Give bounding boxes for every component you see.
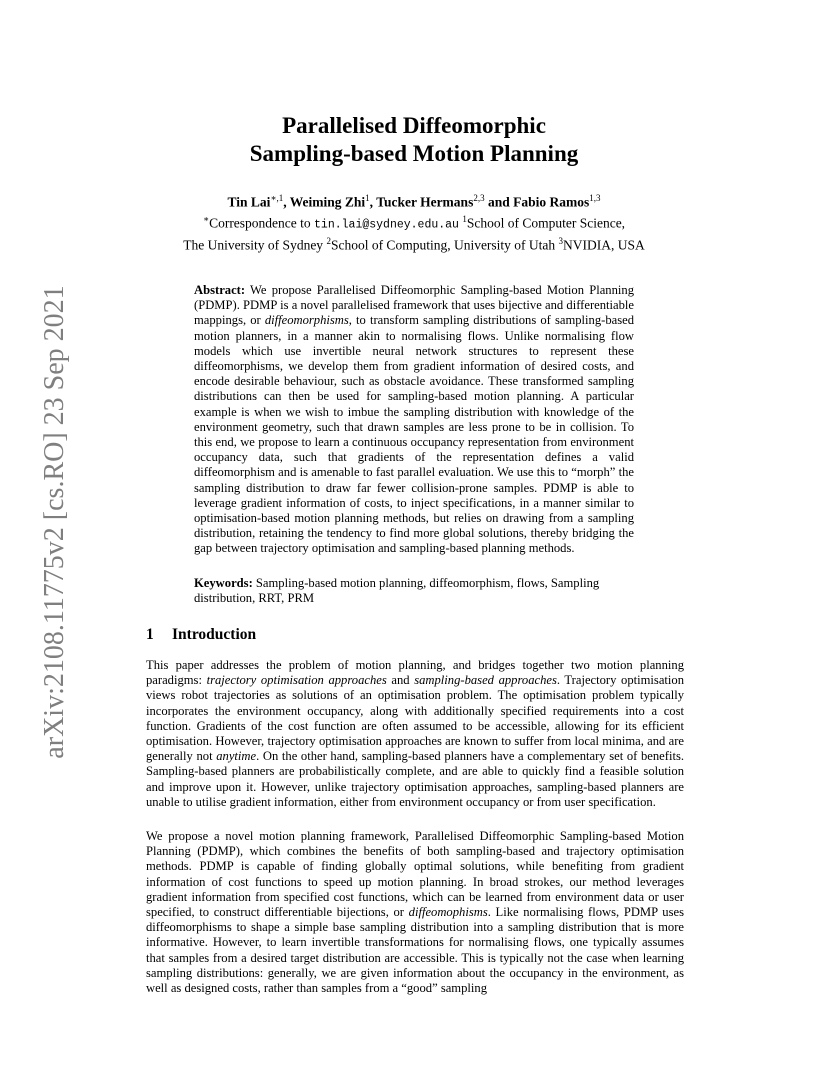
author-2: Weiming Zhi [289,194,366,210]
p2-emph-1: diffeomophisms [408,905,488,920]
corr-email: tin.lai@sydney.edu.au [314,218,459,231]
p1-text-1: This paper addresses the problem of motion planning, and bridges together two motion planning paradigms: [146,658,684,688]
abstract-text-2: , to transform sampling distributions of sampling-based motion planners, in a manner akin to normalising flows. Unlike normalising flow models which use invertible neural network structures to represent these diffeomorphisms, we develop them from gradient information of desired costs, and encode desirable behaviour, such as obstacle avoidance. These transformed sampling distributions can then be used for sampling-based motion planning. A particular example is when we wish to imbue the sampling distribution with knowledge of the environment geometry, such that drawn samples are less prone to be in collision. To this end, we propose to learn a continuous occupancy representation from environment occupancy data, such that gradients of the representation defines a valid diffeomorphism and is amenable to fast parallel evaluation. We use this to “morph” the sampling distribution to draw far fewer collision-prone samples. PDMP is able to leverage gradient information of costs, to inject specifications, in a manner similar to optimisation-based motion planning methods, but relies on drawing from a sampling distribution, retaining the tendency to find more global solutions, thereby bridging the gap between trajectory optimisation and sampling-based planning methods. [194,313,634,556]
author-names: Tin Lai$^{∗,1}$, Weiming Zhi$^1$, Tucker Hermans$^{2,3}$ and Fabio Ramos$^{1,3}$ [227,193,601,210]
keywords [194,576,634,606]
aff2-text: School of Computing, University of Utah [330,237,556,253]
corr-mark: ∗ [202,213,210,224]
abstract-label: Abstract: [194,283,246,297]
p1-emph-2: sampling-based approaches [414,673,557,688]
corr-text: Correspondence to [209,215,311,230]
p1-text-2: and [391,673,410,688]
p1-emph-1: trajectory optimisation approaches [206,673,387,688]
aff3-mark: 3 [558,236,564,246]
author-block [0,190,828,254]
section-number: 1 [146,626,154,643]
aff1-mark: 1 [462,213,467,224]
paper-title [0,112,828,168]
p2-text-2: . Like normalising flows, PDMP uses diffeomorphisms to shape a simple base sampling distribution into a sampling distribution that is more informative. However, to learn invertible transformations for normalising flows, one typically assumes that samples from a desired target distribution are accessible. This is typically not the case when learning sampling distributions: generally, we are given information about the occupancy in the environment, as well as designed costs, rather than samples from a “good” sampling [146,905,684,996]
section-heading [146,626,256,644]
aff1-text-a: School of Computer Science, [466,215,626,230]
author-3-affil: 2,3 [473,193,485,203]
p2-text-1: We propose a novel motion planning framework, Parallelised Diffeomorphic Sampling-based Motion Planning (PDMP), which combines the benefits of both sampling-based and trajectory optimisation methods. PDMP is capable of finding globally optimal solutions, while benefiting from gradient information of cost functions to speed up motion planning. In broad strokes, our method leverages gradient information from specified cost functions, which can be learned from environment data or user specified, to construct differentiable bijections, or [146,829,684,920]
title-line-2: Sampling-based Motion Planning [249,141,579,166]
abstract-emph-1: diffeomorphisms [264,313,349,328]
author-4-affil: 1,3 [589,193,601,203]
affiliations-line [0,233,828,254]
p1-text-4: . On the other hand, sampling-based planners have a complementary set of benefits. Sampling-based planners are probabilistically complete, and are able to quickly find a feasible solution and improve upon it. However, unlike trajectory optimisation approaches, sampling-based planners are unable to utilise gradient information, either from environment occupancy or from user specification. [146,749,684,809]
keywords-label: Keywords: [194,576,253,590]
aff2-mark: 2 [326,236,331,246]
author-1-affil: ∗,1 [270,193,284,203]
intro-paragraph-1 [146,658,684,810]
title-line-1: Parallelised Diffeomorphic [282,113,546,138]
author-3: Tucker Hermans [376,194,474,210]
aff1-text-b: The University of Sydney [183,237,324,253]
author-1: Tin Lai [227,194,271,210]
p1-text-3: . Trajectory optimisation views robot trajectories as solutions of an optimisation problem. The optimisation problem typically incorporates the environment occupancy, along with additionally specified requirements into a cost function. Gradients of the cost function are often assumed to be accessible, allowing for its efficient optimisation. However, trajectory optimisation approaches are known to suffer from local minima, and are generally not [146,673,684,764]
author-4: Fabio Ramos [513,194,590,210]
abstract [194,283,634,557]
aff3-text: NVIDIA, USA [563,237,645,253]
correspondence-line [0,211,828,234]
author-2-affil: 1 [365,193,370,203]
abstract-text-1: We propose Parallelised Diffeomorphic Sampling-based Motion Planning (PDMP). PDMP is a novel parallelised framework that uses bijective and differentiable mappings, or [194,283,634,328]
intro-paragraph-2 [146,829,684,996]
author-and: and [487,194,510,210]
arxiv-identifier-sidebar: arXiv:2108.11775v2 [cs.RO] 23 Sep 2021 [39,285,70,759]
section-title: Introduction [172,626,257,643]
keywords-text: Sampling-based motion planning, diffeomorphism, flows, Sampling distribution, RRT, PRM [194,576,600,606]
p1-emph-3: anytime [216,749,257,764]
